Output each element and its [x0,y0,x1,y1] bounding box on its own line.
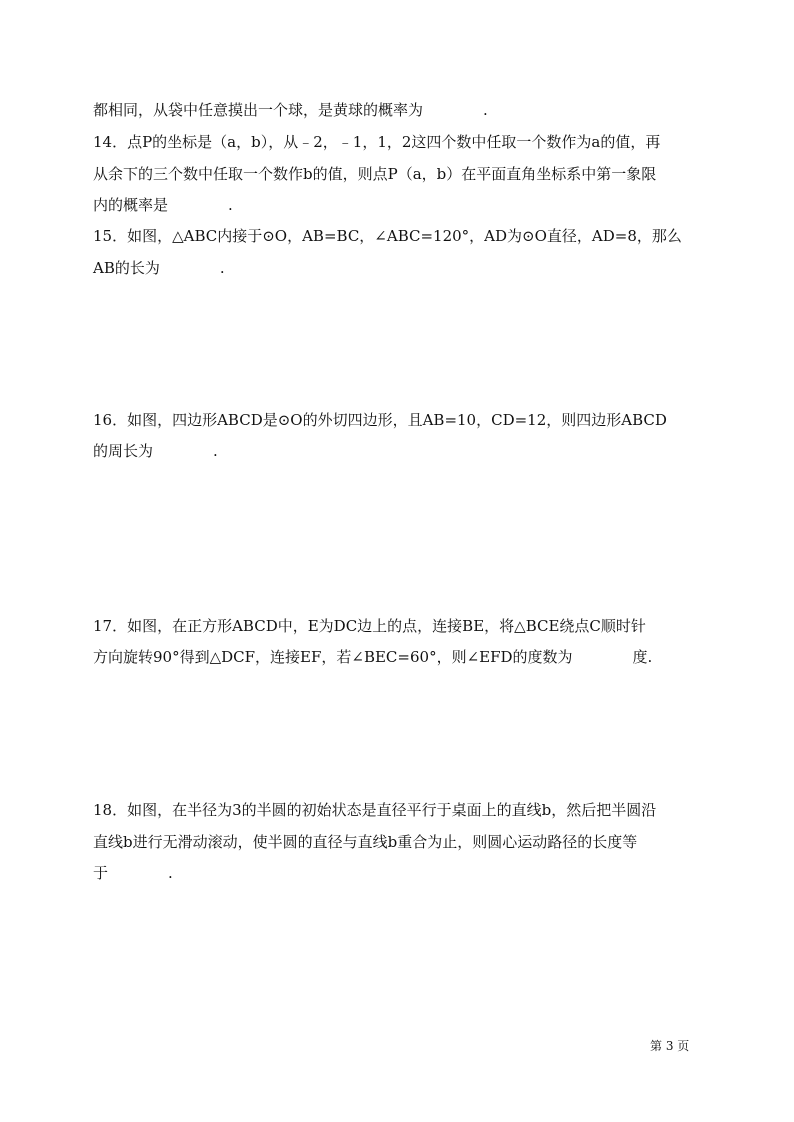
text-line: 都相同，从袋中任意摸出一个球，是黄球的概率为 . [93,101,488,119]
text-line: AB的长为 . [93,259,225,277]
text-line: 17．如图，在正方形ABCD中，E为DC边上的点，连接BE，将△BCE绕点C顺时针 [93,617,646,635]
text-line: 于 . [93,864,173,882]
text-line: 18．如图，在半径为3的半圆的初始状态是直径平行于桌面上的直线b，然后把半圆沿 [93,801,657,819]
text-line: 16．如图，四边形ABCD是⊙O的外切四边形，且AB=10，CD=12，则四边形ABCD [93,411,667,429]
text-line: 内的概率是 . [93,196,233,214]
text-line: 15．如图，△ABC内接于⊙O，AB=BC，∠ABC=120°，AD为⊙O直径，AD=8，那么 [93,227,682,245]
text-line: 从余下的三个数中任取一个数作b的值，则点P（a，b）在平面直角坐标系中第一象限 [93,165,657,183]
text-line: 14．点P的坐标是（a，b），从﹣2，﹣1，1，2这四个数中任取一个数作为a的值，再 [93,133,661,151]
text-line: 的周长为 . [93,442,218,460]
page-number: 第 3 页 [650,1039,690,1053]
text-line: 直线b进行无滑动滚动，使半圆的直径与直线b重合为止，则圆心运动路径的长度等 [93,833,638,851]
text-line: 方向旋转90°得到△DCF，连接EF，若∠BEC=60°，则∠EFD的度数为 度. [93,648,653,666]
